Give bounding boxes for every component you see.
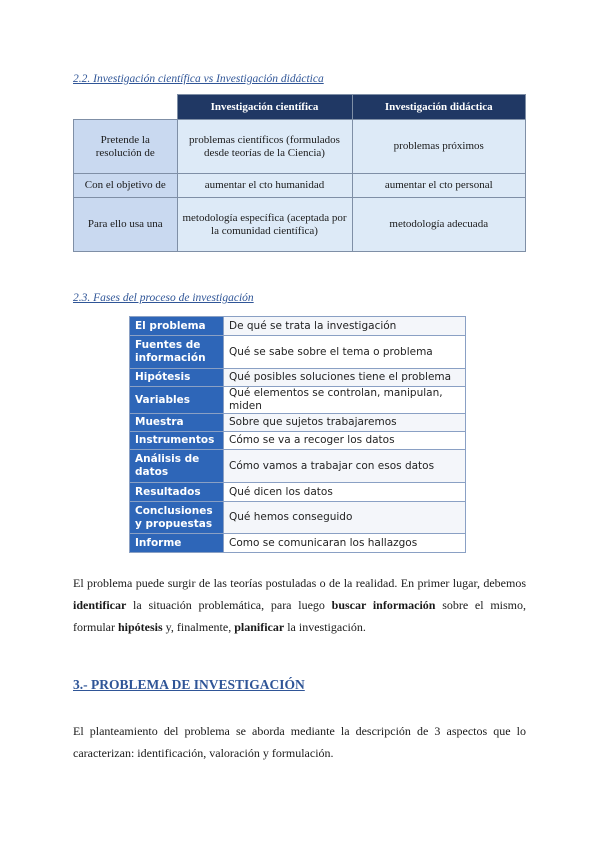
phase-description: Cómo se va a recoger los datos [224,432,466,450]
table-row [74,174,526,198]
comparison-table [73,94,526,252]
cell-didactica: aumentar el cto personal [352,174,526,198]
phase-description: Sobre que sujetos trabajaremos [224,414,466,432]
table-row [130,387,466,414]
paragraph-planteamiento: El planteamiento del problema se aborda mediante la descripción de 3 aspectos que lo caracterizan: identificación, valoración y formulación. [73,724,526,760]
bold-term: planificar [234,620,285,634]
cell-cientifica: metodología específica (aceptada por la comunidad científica) [177,198,352,252]
row-label: Para ello usa una [74,198,178,252]
table-row [130,450,466,483]
phase-name: El problema [130,317,224,336]
text-run: la situación problemática, para luego [126,598,332,612]
table-row [74,198,526,252]
text-run: y, finalmente, [162,620,235,634]
table-row [130,534,466,553]
phase-name: Hipótesis [130,369,224,387]
phase-description: De qué se trata la investigación [224,317,466,336]
row-label: Pretende la resolución de [74,120,178,174]
section-3-title: 3.- PROBLEMA DE INVESTIGACIÓN [73,677,305,692]
phase-name: Muestra [130,414,224,432]
text-run: El problema puede surgir de las teorías postuladas o de la realidad. En primer lugar, debemos [73,576,526,590]
row-label: Con el objetivo de [74,174,178,198]
text-run: sobre el mismo, formular [73,598,526,634]
phase-description: Qué elementos se controlan, manipulan, miden [224,387,466,414]
bold-term: buscar información [331,598,436,612]
bold-term: identificar [73,598,127,612]
phase-name: Resultados [130,483,224,502]
phase-name: Conclusiones y propuestas [130,502,224,534]
table-row [130,336,466,369]
table-row [130,369,466,387]
table-row [130,502,466,534]
header-cientifica: Investigación científica [177,95,352,120]
cell-didactica: metodología adecuada [352,198,526,252]
phase-name: Instrumentos [130,432,224,450]
cell-cientifica: problemas científicos (formulados desde teorías de la Ciencia) [177,120,352,174]
phase-description: Como se comunicaran los hallazgos [224,534,466,553]
phase-name: Informe [130,534,224,553]
cell-cientifica: aumentar el cto humanidad [177,174,352,198]
phase-description: Cómo vamos a trabajar con esos datos [224,450,466,483]
phase-name: Fuentes de información [130,336,224,369]
phase-name: Análisis de datos [130,450,224,483]
phases-table [129,316,466,553]
phase-name: Variables [130,387,224,414]
table-row [130,317,466,336]
phase-description: Qué se sabe sobre el tema o problema [224,336,466,369]
table-row [74,120,526,174]
cell-didactica: problemas próximos [352,120,526,174]
text-run: la investigación. [284,620,366,634]
section-2-3-heading: 2.3. Fases del proceso de investigación [73,292,254,304]
table-row [130,414,466,432]
blank-cell [74,95,178,120]
phase-description: Qué hemos conseguido [224,502,466,534]
table-row [130,432,466,450]
header-didactica: Investigación didáctica [352,95,526,120]
bold-term: hipótesis [117,620,163,634]
phase-description: Qué dicen los datos [224,483,466,502]
phase-description: Qué posibles soluciones tiene el problema [224,369,466,387]
paragraph-problem [73,572,526,638]
section-2-2-heading: 2.2. Investigación científica vs Investigación didáctica [73,73,324,85]
table-row [130,483,466,502]
